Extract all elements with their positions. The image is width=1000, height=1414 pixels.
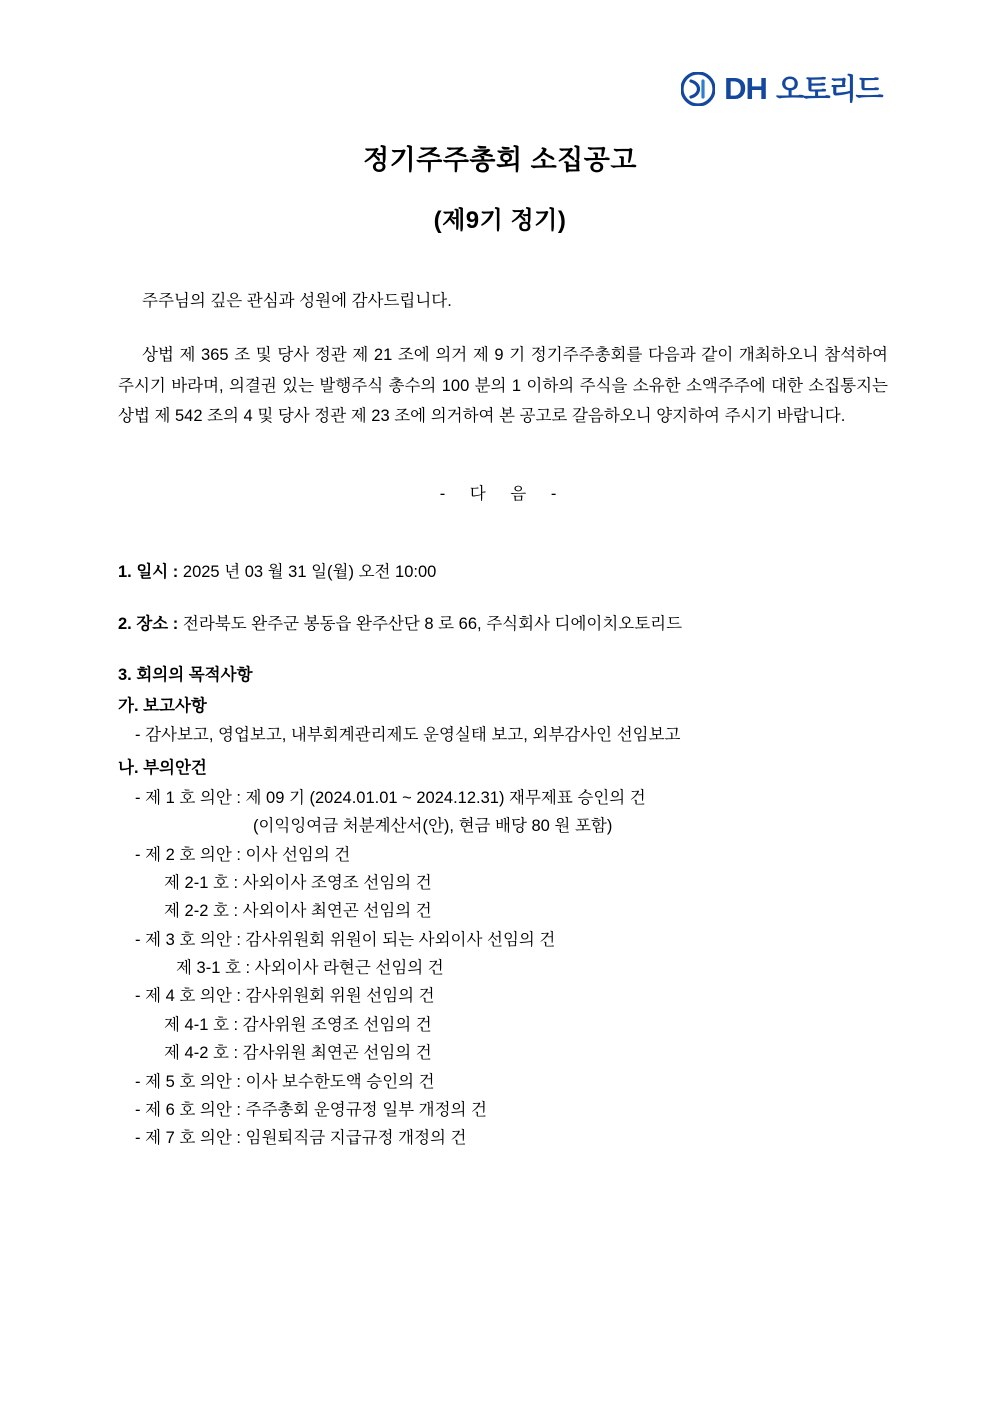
agenda-section xyxy=(118,560,888,1153)
resolution-line: (이익잉여금 처분계산서(안), 현금 배당 80 원 포함) xyxy=(253,817,613,836)
logo-brand-en: DH xyxy=(724,71,767,106)
notice-paragraph: 상법 제 365 조 및 당사 정관 제 21 조에 의거 제 9 기 정기주주총회를 다음과 같이 개최하오니 참석하여 주시기 바라며, 의결권 있는 발행주식 총수의 100 분의 1 이하의 주식을 소유한 소액주주에 대한 소집통지는 상법 제 542 조의 4 및 당사 정관 제 23 조에 의거하여 본 공고로 갈음하오니 양지하여 주시기 바랍니다. xyxy=(118,346,888,426)
report-items-heading: 가. 보고사항 xyxy=(118,696,207,715)
page-subtitle: (제9기 정기) xyxy=(433,207,567,234)
resolution-line: 제 3-1 호 : 사외이사 라현근 선임의 건 xyxy=(176,959,444,978)
resolution-items-heading: 나. 부의안건 xyxy=(118,759,207,778)
report-items-line: - 감사보고, 영업보고, 내부회계관리제도 운영실태 보고, 외부감사인 선임보고 xyxy=(135,726,681,745)
meeting-datetime-value: 2025 년 03 월 31 일(월) 오전 10:00 xyxy=(182,562,437,581)
company-logo xyxy=(681,72,882,106)
meeting-datetime-label: 1. 일시 : xyxy=(118,562,179,581)
logo-wordmark xyxy=(724,73,882,105)
document-body xyxy=(118,288,888,1153)
resolution-line: - 제 1 호 의안 : 제 09 기 (2024.01.01 ~ 2024.12.31) 재무제표 승인의 건 xyxy=(135,788,646,807)
resolution-line: - 제 2 호 의안 : 이사 선임의 건 xyxy=(135,845,351,864)
resolution-line: 제 4-2 호 : 감사위원 최연곤 선임의 건 xyxy=(164,1044,432,1063)
dh-circle-logo-icon xyxy=(681,72,715,106)
greeting-text: 주주님의 깊은 관심과 성원에 감사드립니다. xyxy=(142,292,452,310)
logo-brand-kr: 오토리드 xyxy=(775,74,882,106)
resolution-line: - 제 4 호 의안 : 감사위원회 위원 선임의 건 xyxy=(135,987,435,1006)
meeting-place-line xyxy=(118,612,888,638)
resolution-line: 제 4-1 호 : 감사위원 조영조 선임의 건 xyxy=(164,1015,432,1034)
resolution-line: - 제 5 호 의안 : 이사 보수한도액 승인의 건 xyxy=(135,1072,435,1091)
resolution-line: - 제 3 호 의안 : 감사위원회 위원이 되는 사외이사 선임의 건 xyxy=(135,930,556,949)
resolution-line: - 제 6 호 의안 : 주주총회 운영규정 일부 개정의 건 xyxy=(135,1100,487,1119)
meeting-place-value: 전라북도 완주군 봉동읍 완주산단 8 로 66, 주식회사 디에이치오토리드 xyxy=(182,614,683,633)
resolution-line: 제 2-2 호 : 사외이사 최연곤 선임의 건 xyxy=(164,902,432,921)
resolution-line: 제 2-1 호 : 사외이사 조영조 선임의 건 xyxy=(164,873,432,892)
meeting-place-label: 2. 장소 : xyxy=(118,614,179,633)
resolution-list xyxy=(118,784,888,1153)
meeting-datetime-line xyxy=(118,560,888,586)
resolution-line: - 제 7 호 의안 : 임원퇴직금 지급규정 개정의 건 xyxy=(135,1129,467,1148)
purpose-heading: 3. 회의의 목적사항 xyxy=(118,666,253,685)
daeum-divider: - 다 음 - xyxy=(439,484,567,503)
page-title: 정기주주총회 소집공고 xyxy=(363,145,637,175)
